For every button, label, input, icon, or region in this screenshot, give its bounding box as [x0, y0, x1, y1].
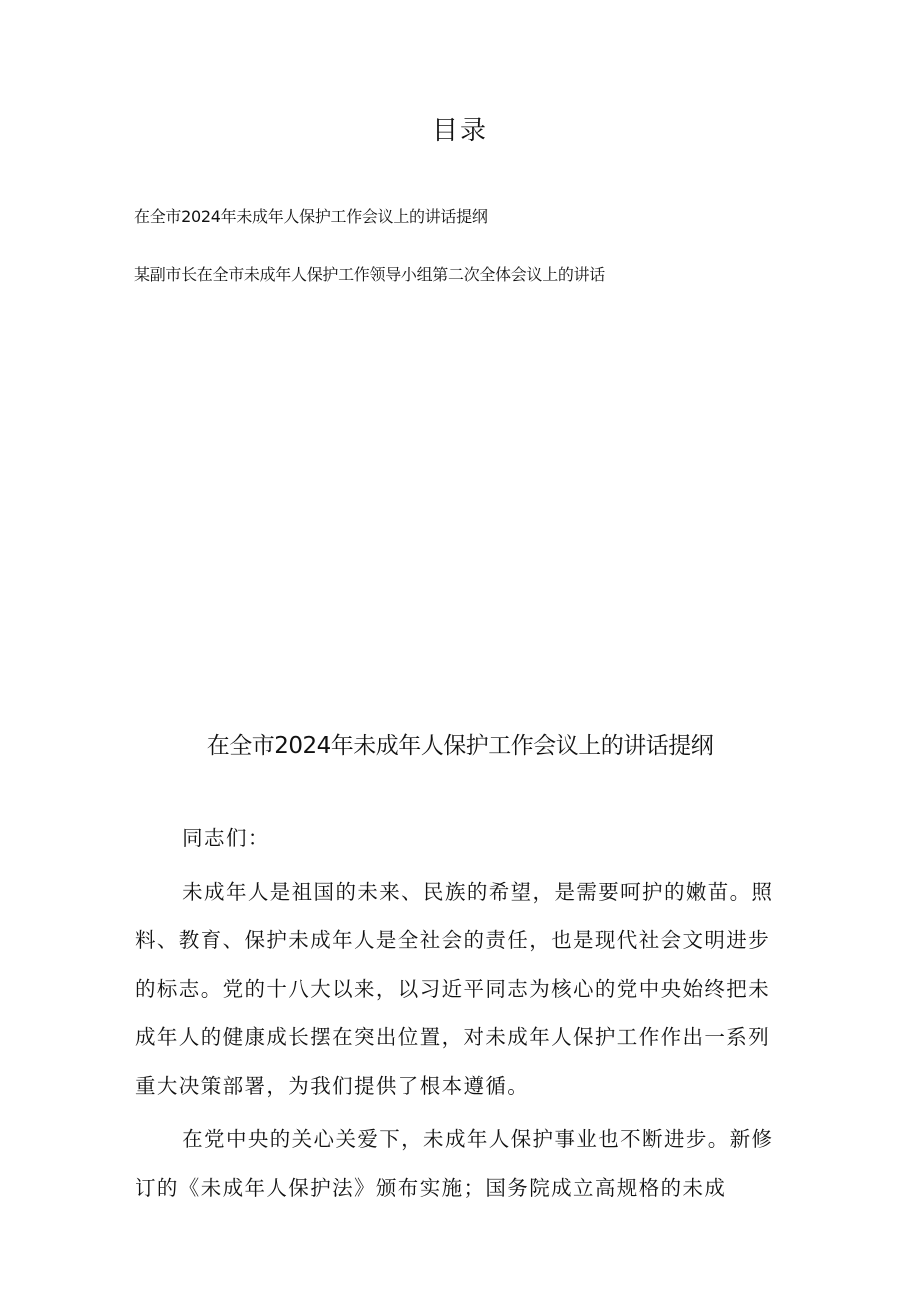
toc-title: 目录 [431, 116, 488, 146]
body-paragraph: 在党中央的关心关爱下，未成年人保护事业也不断进步。新修订的《未成年人保护法》颁布实施；国务院成立高规格的未成 [135, 1127, 774, 1200]
toc-item: 在全市2024年未成年人保护工作会议上的讲话提纲 [134, 207, 488, 226]
toc-item: 某副市长在全市未成年人保护工作领导小组第二次全体会议上的讲话 [134, 265, 606, 284]
salutation: 同志们： [182, 826, 270, 850]
article-title: 在全市2024年未成年人保护工作会议上的讲话提纲 [206, 733, 714, 759]
article-body [135, 814, 787, 1212]
toc-list [134, 205, 605, 287]
body-paragraph: 未成年人是祖国的未来、民族的希望，是需要呵护的嫩苗。照料、教育、保护未成年人是全社会的责任，也是现代社会文明进步的标志。党的十八大以来，以习近平同志为核心的党中央始终把未成年人的健康成长摆在突出位置，对未成年人保护工作作出一系列重大决策部署，为我们提供了根本遵循。 [135, 879, 774, 1098]
